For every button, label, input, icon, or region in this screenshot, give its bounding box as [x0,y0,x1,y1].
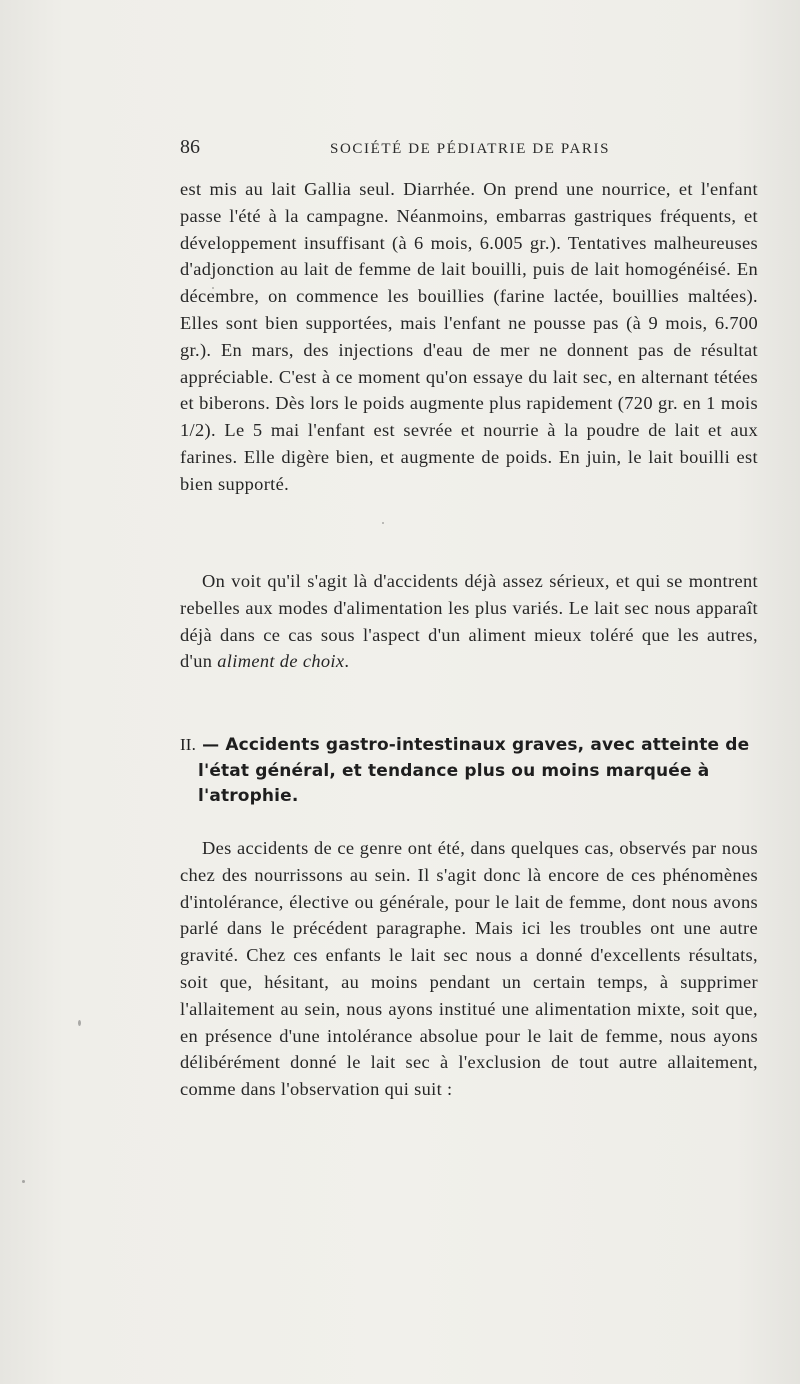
page-number: 86 [180,136,200,158]
conclusion-text: On voit qu'il s'agit là d'accidents déjà assez sérieux, et qui se montrent rebelles aux modes d'alimentation les plus variés. Le lait sec nous apparaît déjà dans ce cas sous l'aspect d'un aliment mieux toléré que les autres, d'un [180,571,758,672]
print-speck [382,522,384,524]
running-title: SOCIÉTÉ DE PÉDIATRIE DE PARIS [330,141,611,157]
conclusion-end: . [344,651,350,672]
paragraph-conclusion [180,568,758,675]
print-speck [78,1020,81,1026]
paragraph-case-continuation: est mis au lait Gallia seul. Diarrhée. On prend une nourrice, et l'enfant passe l'été à la campagne. Néanmoins, embarras gastriques fréquents, et développement insuffisant (à 6 mois, 6.005 gr.). Tentatives malheureuses d'adjonction au lait de femme de lait bouilli, puis de lait homogénéisé. En décembre, on commence les bouillies (farine lactée, bouillies maltées). Elles sont bien supportées, mais l'enfant ne pousse pas (à 9 mois, 6.700 gr.). En mars, des injections d'eau de mer ne donnent pas de résultat appréciable. C'est à ce moment qu'on essaye du lait sec, en alternant tétées et biberons. Dès lors le poids augmente plus rapidement (720 gr. en 1 mois 1/2). Le 5 mai l'enfant est sevrée et nourrie à la poudre de lait et aux farines. Elle digère bien, et augmente de poids. En juin, le lait bouilli est bien supporté. [180,179,758,494]
running-head [180,136,760,166]
section-heading [180,732,776,810]
paragraph-section-body: Des accidents de ce genre ont été, dans quelques cas, observés par nous chez des nourrissons au sein. Il s'agit donc là encore de ces phénomènes d'intolérance, élective ou générale, pour le lait de femme, dont nous avons parlé dans le précédent paragraphe. Mais ici les troubles ont une autre gravité. Chez ces enfants le lait sec nous a donné d'excellents résultats, soit que, hésitant, au moins pendant un certain temps, à supprimer l'allaitement au sein, nous ayons institué une alimentation mixte, soit que, en présence d'une intolérance absolue pour le lait de femme, nous ayons délibérément donné le lait sec à l'exclusion de tout autre allaitement, comme dans l'observation qui suit : [180,838,758,1100]
italic-phrase: aliment de choix [217,651,345,672]
print-speck [22,1180,25,1183]
section-title: — Accidents gastro-intestinaux graves, avec atteinte de l'état général, et tendance plus ou moins marquée à l'atrophie. [196,735,750,806]
print-speck [212,287,214,289]
section-number: II. [180,735,197,754]
